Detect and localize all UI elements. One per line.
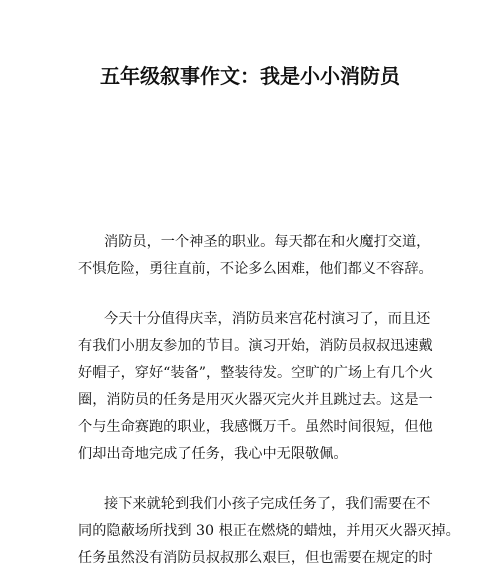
- paragraph-line: 好帽子，穿好“装备”，整装待发。空旷的广场上有几个火: [78, 365, 434, 381]
- paragraph-line: 圈，消防员的任务是用灭火器灭完火并且跳过去。这是一: [78, 392, 433, 408]
- paragraph-line: 有我们小朋友参加的节目。演习开始，消防员叔叔迅速戴: [78, 338, 433, 354]
- paragraph-2: [78, 306, 438, 468]
- paragraph-line: 消防员，一个神圣的职业。每天都在和火魔打交道，: [104, 234, 431, 250]
- paragraph-1: [78, 229, 438, 283]
- paragraph-line: 任务虽然没有消防员叔叔那么艰巨，但也需要在规定的时: [78, 550, 433, 566]
- paragraph-line: 今天十分值得庆幸，消防员来宫花村演习了，而且还: [104, 311, 431, 327]
- document-title: 五年级叙事作文：我是小小消防员: [100, 64, 400, 88]
- paragraph-line: 个与生命赛跑的职业，我感慨万千。虽然时间很短，但他: [78, 419, 433, 435]
- paragraph-line: 同的隐蔽场所找到 30 根正在燃烧的蜡烛，并用灭火器灭掉。: [78, 523, 460, 539]
- paragraph-line: 不惧危险，勇往直前，不论多么困难，他们都义不容辞。: [78, 261, 433, 277]
- paragraph-line: 接下来就轮到我们小孩子完成任务了，我们需要在不: [104, 496, 431, 512]
- paragraph-3: [78, 491, 460, 572]
- paragraph-line: 们却出奇地完成了任务，我心中无限敬佩。: [78, 446, 348, 462]
